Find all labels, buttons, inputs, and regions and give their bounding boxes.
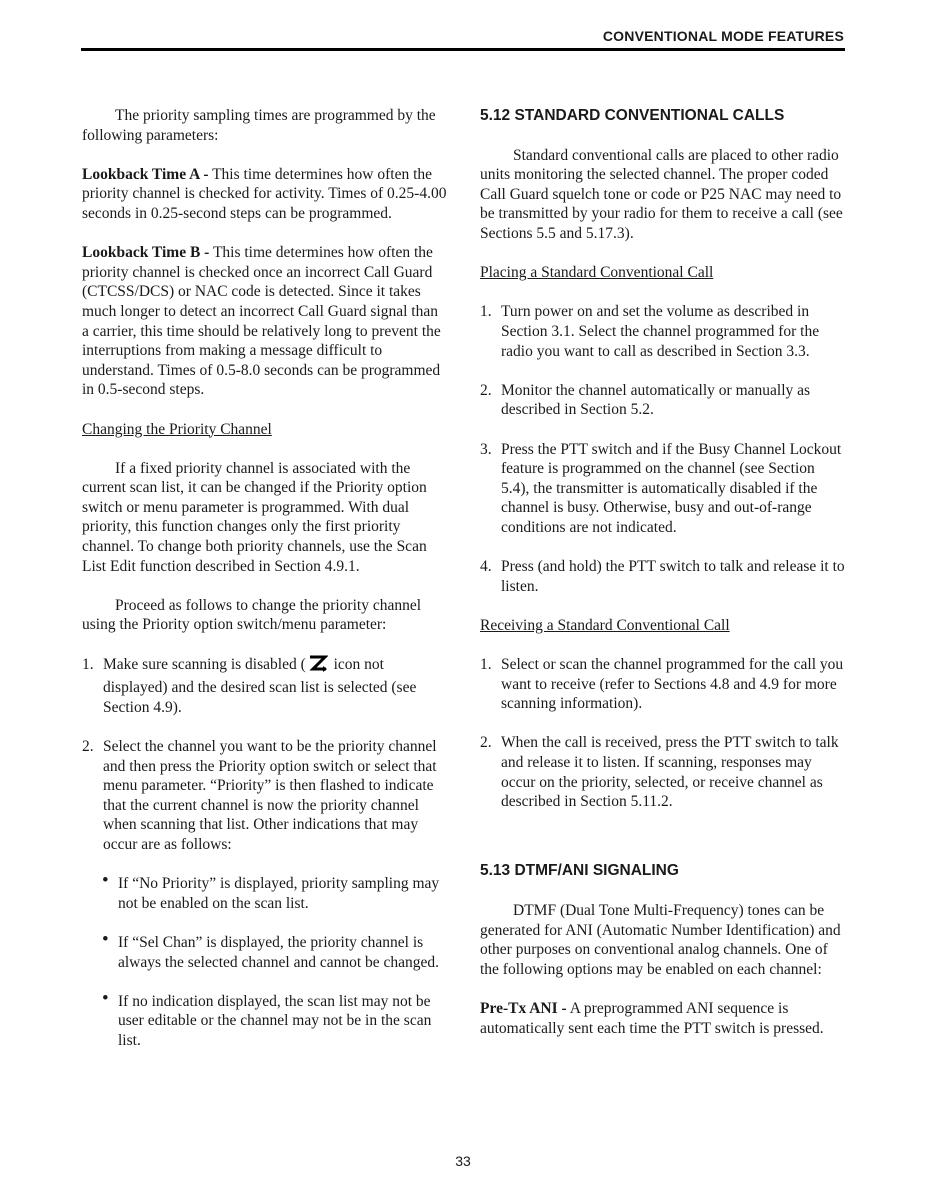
step-text: Turn power on and set the volume as described in Section 3.1. Select the channel programmed for the radio you want to call as described in Section 3.3. — [501, 303, 820, 360]
receiving-step — [480, 655, 845, 714]
lookback-b-text: This time determines how often the priority channel is checked once an incorrect Call Guard (CTCSS/DCS) or NAC code is detected. Since it takes much longer to detect an incorrect Call Guard signal than a carrier, this time should be relatively long to prevent the interruptions from making a message difficult to understand. Times of 0.5-8.0 seconds can be programmed in 0.5-second steps. — [82, 244, 441, 399]
bullet-icon: • — [102, 870, 109, 892]
pretx-ani-term: Pre-Tx ANI - — [480, 999, 567, 1017]
pretx-ani-text: A preprogrammed ANI sequence is automatically sent each time the PTT switch is pressed. — [480, 999, 824, 1037]
step-text: Press (and hold) the PTT switch to talk and release it to listen. — [501, 558, 845, 595]
step-number: 2. — [480, 734, 492, 752]
step-number: 4. — [480, 558, 492, 576]
step-number: 1. — [82, 655, 94, 673]
bullet-icon: • — [102, 928, 109, 950]
bullet-text: If “Sel Chan” is displayed, the priority channel is always the selected channel and cannot be changed. — [118, 933, 440, 971]
lookback-a-paragraph — [82, 165, 447, 224]
page-number: 33 — [455, 1153, 471, 1169]
priority-paragraph-2: Proceed as follows to change the priority channel using the Priority option switch/menu parameter: — [82, 596, 422, 634]
bullet-icon: • — [102, 987, 109, 1009]
step-number: 1. — [480, 303, 492, 321]
step-number: 3. — [480, 440, 492, 458]
right-column — [480, 106, 845, 1058]
step-2-text: Select the channel you want to be the priority channel and then press the Priority option switch or select that menu parameter. “Priority” is then flashed to indicate that the current channel is now the priority channel when scanning that list. Other indications that may occur are as follows: — [103, 738, 437, 853]
step-number: 2. — [480, 381, 492, 399]
bullet-text: If “No Priority” is displayed, priority sampling may not be enabled on the scan list. — [118, 875, 440, 912]
step-1-text-b: icon not displayed) and the desired scan list is selected (see Section 4.9). — [103, 655, 417, 716]
indication-bullets — [82, 870, 447, 1050]
lookback-a-term: Lookback Time A - — [82, 165, 209, 183]
lookback-a-text: This time determines how often the priority channel is checked for activity. Times of 0.25-4.00 seconds in 0.25-second steps can be programmed. — [82, 165, 447, 222]
step-1-text-a: Make sure scanning is disabled ( — [103, 655, 306, 673]
placing-step — [480, 302, 845, 361]
lookback-b-term: Lookback Time B - — [82, 244, 210, 262]
step-text: Monitor the channel automatically or manually as described in Section 5.2. — [501, 381, 811, 419]
scan-z-icon — [308, 655, 328, 679]
priority-step-1 — [82, 655, 447, 718]
pretx-ani-paragraph — [480, 999, 845, 1038]
intro-paragraph: The priority sampling times are programmed by the following parameters: — [82, 107, 436, 144]
step-number: 2. — [82, 738, 94, 755]
section-512-paragraph: Standard conventional calls are placed to other radio units monitoring the selected channel. The proper coded Call Guard squelch tone or code or P25 NAC may need to be transmitted by your radio for them to receive a call (see Sections 5.5 and 5.17.3). — [480, 146, 843, 242]
section-513-paragraph: DTMF (Dual Tone Multi-Frequency) tones can be generated for ANI (Automatic Number Identification) and other purposes on conventional analog channels. One of the following options may be enabled on each channel: — [480, 901, 841, 978]
step-text: Select or scan the channel programmed for the call you want to receive (refer to Sections 4.8 and 4.9 for more scanning information). — [501, 656, 844, 713]
lookback-b-paragraph — [82, 243, 447, 400]
step-number: 1. — [480, 656, 492, 674]
placing-step — [480, 381, 845, 420]
receiving-step — [480, 733, 845, 811]
receiving-steps-list — [480, 655, 845, 812]
receiving-call-subheading: Receiving a Standard Conventional Call — [480, 616, 730, 634]
left-column — [82, 106, 447, 1070]
page-header-title: CONVENTIONAL MODE FEATURES — [602, 28, 844, 44]
bullet-item — [98, 987, 447, 1051]
priority-step-2 — [82, 737, 447, 855]
step-text: Press the PTT switch and if the Busy Channel Lockout feature is programmed on the channel (see Section 5.4), the transmitter is automatically disabled if the channel is busy. Otherwise, busy and out-of-range conditions are not indicated. — [501, 440, 842, 536]
section-513-heading: 5.13 DTMF/ANI SIGNALING — [480, 862, 679, 880]
bullet-item — [98, 928, 447, 972]
bullet-text: If no indication displayed, the scan list may not be user editable or the channel may not be in the scan list. — [118, 992, 432, 1049]
placing-call-subheading: Placing a Standard Conventional Call — [480, 264, 714, 282]
placing-steps-list — [480, 302, 845, 596]
header-rule — [81, 48, 845, 51]
step-text: When the call is received, press the PTT switch to talk and release it to listen. If scanning, responses may occur on the priority, selected, or receive channel as described in Section 5.11.2. — [501, 734, 839, 811]
section-spacer — [480, 831, 845, 861]
placing-step — [480, 440, 845, 538]
placing-step — [480, 557, 845, 596]
changing-priority-subheading: Changing the Priority Channel — [82, 420, 272, 438]
priority-paragraph-1: If a fixed priority channel is associated with the current scan list, it can be changed if the Priority option switch or menu parameter is programmed. With dual priority, this function changes only the first priority channel. To change both priority channels, use the Scan List Edit function described in Section 4.9.1. — [82, 459, 427, 575]
section-512-heading: 5.12 STANDARD CONVENTIONAL CALLS — [480, 107, 785, 124]
priority-steps-list — [82, 655, 447, 855]
bullet-item — [98, 870, 447, 913]
